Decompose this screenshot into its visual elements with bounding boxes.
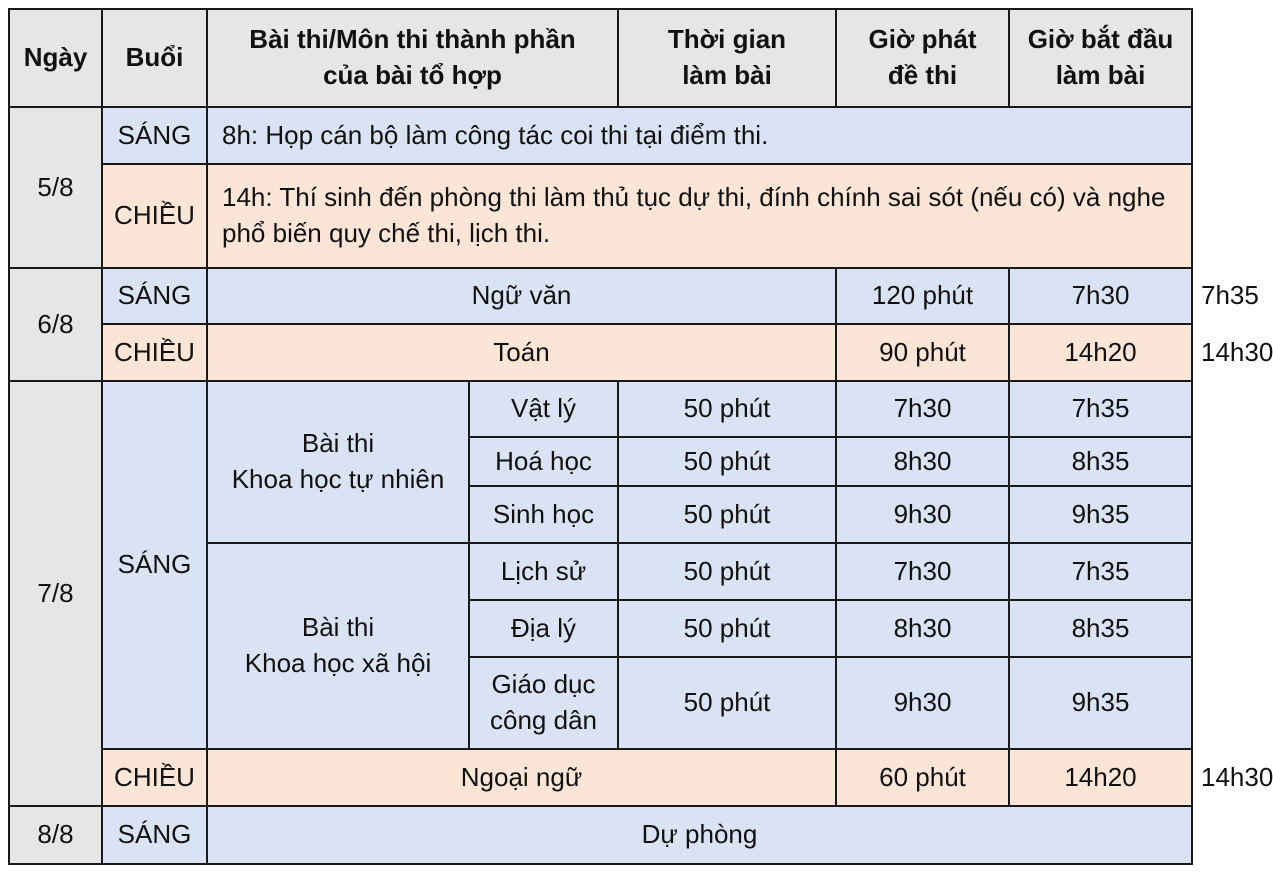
duration-cell: 50 phút [618,437,836,486]
duration-cell: 50 phút [618,600,836,657]
session-cell: CHIỀU [102,324,207,381]
note-cell: 14h: Thí sinh đến phòng thi làm thủ tục dự thi, đính chính sai sót (nếu có) và nghe phổ biến quy chế thi, lịch thi. [207,164,1192,268]
hand-out-cell: 7h30 [836,381,1009,437]
duration-cell: 50 phút [618,381,836,437]
header-day: Ngày [9,9,102,107]
subject-cell: Ngoại ngữ [207,749,836,806]
header-start: Giờ bắt đầu làm bài [1009,9,1192,107]
table-row [9,806,1192,864]
table-row: CHIỀU Ngoại ngữ 60 phút 14h20 14h30 [9,749,1192,806]
hand-out-cell: 14h20 [1009,749,1192,806]
header-duration: Thời gian làm bài [618,9,836,107]
start-cell: 8h35 [1009,600,1192,657]
social-science-group: Bài thi Khoa học xã hội [207,543,469,749]
session-cell: SÁNG [102,107,207,164]
duration-cell: 90 phút [836,324,1009,381]
duration-cell: 50 phút [618,486,836,543]
session-cell: SÁNG [102,381,207,749]
session-cell: CHIỀU [102,749,207,806]
start-cell: 8h35 [1009,437,1192,486]
table-row [9,107,1192,164]
subject-cell: Vật lý [469,381,618,437]
exam-schedule-table [8,8,1273,865]
start-cell: 7h35 [1009,543,1192,600]
session-cell: SÁNG [102,806,207,864]
start-cell: 9h35 [1009,486,1192,543]
header-session: Buổi [102,9,207,107]
subject-cell: Địa lý [469,600,618,657]
subject-cell: Hoá học [469,437,618,486]
day-cell: 5/8 [9,107,102,268]
day-cell: 7/8 [9,381,102,806]
reserve-cell: Dự phòng [207,806,1192,864]
hand-out-cell: 7h30 [1009,268,1192,324]
hand-out-cell: 8h30 [836,600,1009,657]
subject-cell: Giáo dục công dân [469,657,618,749]
table-row: 6/8 SÁNG Ngữ văn 120 phút 7h30 7h35 [9,268,1192,324]
start-cell: 9h35 [1009,657,1192,749]
hand-out-cell: 9h30 [836,657,1009,749]
subject-cell: Lịch sử [469,543,618,600]
subject-cell: Ngữ văn [207,268,836,324]
table-row [9,164,1192,268]
hand-out-cell: 9h30 [836,486,1009,543]
header-row [9,9,1192,107]
header-subject: Bài thi/Môn thi thành phần của bài tổ hợp [207,9,618,107]
table-row [9,381,1192,437]
duration-cell: 120 phút [836,268,1009,324]
session-cell: SÁNG [102,268,207,324]
day-cell: 6/8 [9,268,102,381]
header-hand-out: Giờ phát đề thi [836,9,1009,107]
start-cell: 7h35 [1009,381,1192,437]
hand-out-cell: 7h30 [836,543,1009,600]
natural-science-group: Bài thi Khoa học tự nhiên [207,381,469,543]
hand-out-cell: 14h20 [1009,324,1192,381]
subject-cell: Toán [207,324,836,381]
duration-cell: 50 phút [618,657,836,749]
note-cell: 8h: Họp cán bộ làm công tác coi thi tại điểm thi. [207,107,1192,164]
table-row: CHIỀU Toán 90 phút 14h20 14h30 [9,324,1192,381]
day-cell: 8/8 [9,806,102,864]
session-cell: CHIỀU [102,164,207,268]
subject-cell: Sinh học [469,486,618,543]
duration-cell: 50 phút [618,543,836,600]
hand-out-cell: 8h30 [836,437,1009,486]
duration-cell: 60 phút [836,749,1009,806]
